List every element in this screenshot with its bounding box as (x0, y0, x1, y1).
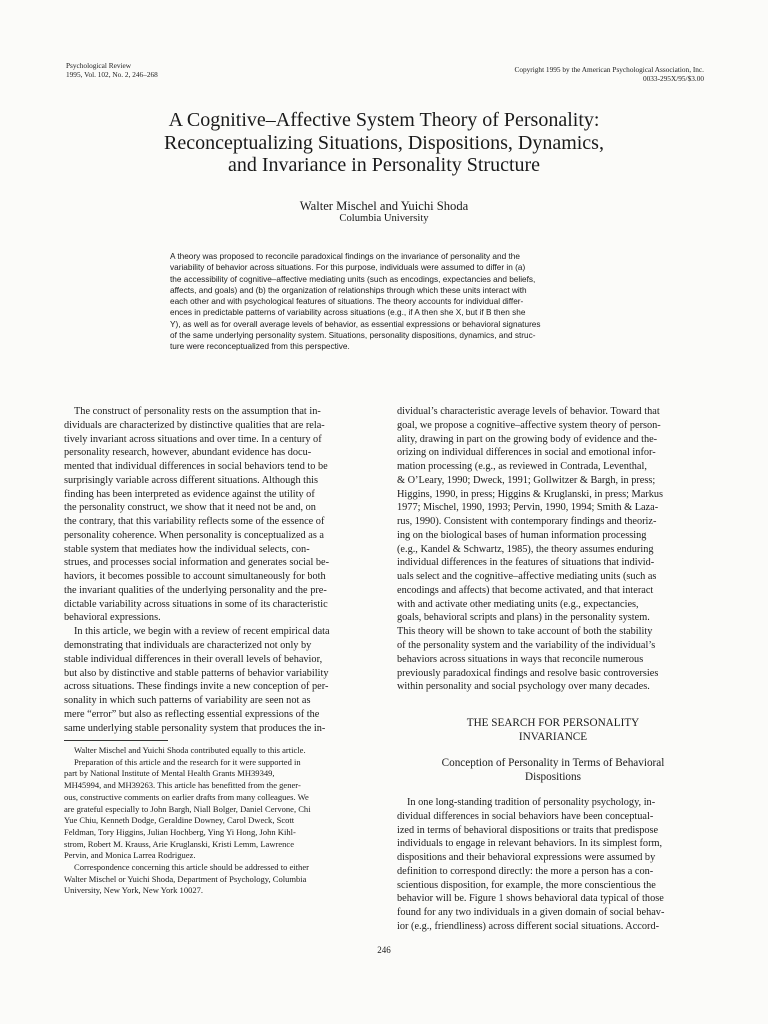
body-line: previously paradoxical findings and resolve basic controversies (397, 667, 659, 679)
title-line: Reconceptualizing Situations, Dispositions, Dynamics, (164, 131, 604, 154)
body-line: individuals to engage in relevant behaviors. In its simplest form, (397, 838, 663, 850)
body-line: behavioral expressions. (64, 612, 161, 624)
journal-citation (66, 62, 158, 79)
footnote-line: Feldman, Tory Higgins, Julian Hochberg, Ying Yi Hong, John Kihl- (64, 826, 296, 837)
body-line: demonstrating that individuals are characterized not only by (64, 640, 312, 652)
author-affiliation: Columbia University (339, 213, 429, 224)
footnote-line: ous, constructive comments on earlier drafts from many colleagues. We (64, 791, 309, 802)
body-line: dispositions and their behavioral expressions were assumed by (397, 852, 656, 864)
body-line: of the personality system and the variability of the individual’s (397, 640, 656, 652)
footnote-line: are grateful especially to John Bargh, Niall Bolger, Daniel Cervone, Chi (64, 803, 311, 814)
body-line: haviors, it becomes possible to account simultaneously for both (64, 571, 326, 583)
journal-volume: 1995, Vol. 102, No. 2, 246–268 (66, 69, 158, 79)
body-line: dividual differences in social behaviors have been conceptual- (397, 810, 654, 822)
body-line: rus, 1990). Consistent with contemporary findings and theoriz- (397, 516, 657, 528)
article-title (60, 109, 708, 177)
body-line: stable system that mediates how the individual selects, con- (64, 543, 310, 555)
body-line: mented that individual differences in social behaviors tend to be (64, 461, 328, 473)
body-line: orizing on individual differences in social and emotional infor- (397, 447, 656, 459)
body-line: same underlying stable personality system that produces the in- (64, 722, 326, 734)
footnote-line: MH45994, and MH39263. This article has benefitted from the gener- (64, 780, 301, 791)
body-line: tively invariant across situations and over time. In a century of (64, 433, 322, 445)
body-line: stable individual differences in their overall levels of behavior, (64, 653, 323, 665)
abstract-line: the accessibility of cognitive–affective mediating units (such as encodings, expectancies and beliefs, (170, 274, 536, 284)
body-line: but also by distinctive and stable patterns of behavior variability (64, 667, 329, 679)
issn-line: 0033-295X/95/$3.00 (642, 73, 704, 83)
body-line: ized in terms of behavioral dispositions or traits that predispose (397, 824, 659, 836)
body-line: ality, drawing in part on the growing body of evidence and the- (397, 433, 658, 445)
body-line: individual differences in the features of situations that individ- (397, 557, 655, 569)
body-line: definition to correspond directly: the more a person has a con- (397, 865, 654, 877)
abstract-line: ture were reconceptualized from this perspective. (170, 342, 350, 352)
body-line: across situations. These findings invite a new conception of per- (64, 681, 329, 693)
body-line: dictable variability across situations in some of its characteristic (64, 598, 328, 610)
abstract-line: A theory was proposed to reconcile paradoxical findings on the invariance of personality and the (170, 252, 520, 261)
body-line: mere “error” but also as reflecting essential expressions of the (64, 708, 320, 720)
body-line: In one long-standing tradition of personality psychology, in- (407, 797, 656, 808)
section-heading (397, 717, 709, 744)
body-line: The construct of personality rests on the assumption that in- (74, 406, 321, 417)
left-column-body (64, 405, 375, 735)
abstract-line: variability of behavior across situations. For this purpose, individuals were assumed to differ in (a) (170, 263, 526, 273)
right-column-body-continued (397, 796, 709, 934)
body-line: sonality in which such patterns of variability are seen not as (64, 695, 311, 707)
body-line: behavior will be. Figure 1 shows behavioral data typical of those (397, 893, 664, 905)
body-line: finding has been interpreted as evidence against the utility of (64, 488, 315, 500)
body-line: In this article, we begin with a review of recent empirical data (74, 626, 330, 638)
body-line: ing on the biological bases of human information processing (397, 529, 647, 541)
footnote-line: strom, Robert M. Krauss, Arie Kruglanski, Kristi Lemm, Lawrence (64, 838, 295, 849)
author-footnotes (64, 745, 375, 897)
abstract (170, 251, 598, 353)
copyright-notice (515, 66, 705, 83)
body-line: Higgins, 1990, in press; Higgins & Kruglanski, in press; Markus (397, 488, 663, 500)
body-line: found for any two individuals in a given domain of social behav- (397, 907, 665, 919)
abstract-line: ences in predictable patterns of variability across situations (e.g., if A then she X, but if B then she (170, 308, 526, 318)
section-heading-line: THE SEARCH FOR PERSONALITY (466, 717, 640, 729)
footnote-line: Pervin, and Monica Larrea Rodriguez. (64, 850, 196, 861)
footnote-line: part by National Institute of Mental Health Grants MH39349, (64, 768, 275, 779)
footnote-line: Walter Mischel and Yuichi Shoda contributed equally to this article. (74, 745, 306, 755)
body-line: ior (e.g., friendliness) across different social situations. Accord- (397, 920, 660, 932)
body-line: dividual’s characteristic average levels of behavior. Toward that (397, 406, 660, 417)
subsection-heading-line: Dispositions (525, 770, 581, 783)
body-line: goal, we propose a cognitive–affective system theory of person- (397, 419, 661, 431)
page-number: 246 (377, 945, 391, 955)
footnote-divider (64, 740, 168, 741)
title-line: and Invariance in Personality Structure (227, 154, 541, 177)
body-line: 1977; Mischel, 1990, 1993; Pervin, 1990, 1994; Smith & Laza- (397, 502, 659, 514)
section-heading-line: INVARIANCE (518, 730, 588, 743)
journal-name: Psychological Review (66, 61, 132, 70)
body-line: & O’Leary, 1990; Dweck, 1991; Gollwitzer & Bargh, in press; (397, 474, 656, 486)
body-line: behaviors across situations in ways that reconcile numerous (397, 653, 644, 665)
footnote-line: Correspondence concerning this article should be addressed to either (74, 862, 309, 873)
abstract-line: Y), as well as for overall average levels of behavior, as essential expressions or behavioral signatures (170, 319, 541, 329)
copyright-line: Copyright 1995 by the American Psychological Association, Inc. (514, 65, 704, 74)
author-names: Walter Mischel and Yuichi Shoda (299, 199, 469, 213)
body-line: personality coherence. When personality is conceptualized as a (64, 529, 324, 541)
body-line: mation processing (e.g., as reviewed in Contrada, Leventhal, (397, 461, 647, 473)
body-line: scientious disposition, for example, the more conscientious the (397, 879, 656, 891)
title-line: A Cognitive–Affective System Theory of Personality: (168, 109, 600, 131)
body-line: strues, and processes social information and generates social be- (64, 557, 330, 569)
abstract-line: affects, and goals) and (b) the organization of relationships through which these units interact with (170, 285, 527, 295)
body-line: encodings and affects) that become activated, and that interact (397, 584, 654, 596)
body-line: This theory will be shown to take account of both the stability (397, 626, 653, 638)
body-line: surprisingly variable across different situations. Although this (64, 474, 319, 486)
body-line: within personality and social psychology over many decades. (397, 681, 650, 693)
body-line: the personality construct, we show that it need not be and, on (64, 502, 316, 514)
subsection-heading (397, 757, 709, 784)
footnote-line: Yue Chiu, Kenneth Dodge, Geraldine Downey, Carol Dweck, Scott (64, 815, 295, 826)
footnote-line: University, New York, New York 10027. (64, 885, 204, 896)
body-line: uals select and the cognitive–affective mediating units (such as (397, 571, 657, 583)
body-line: (e.g., Kandel & Schwartz, 1985), the theory assumes enduring (397, 543, 654, 555)
abstract-line: each other and with psychological features of situations. The theory accounts for individual differ- (170, 297, 524, 307)
body-line: goals, behavioral scripts and plans) in the personality system. (397, 612, 650, 624)
abstract-line: of the same underlying personality system. Situations, personality dispositions, dynamics, and struc- (170, 331, 536, 341)
body-line: the invariant qualities of the underlying personality and the pre- (64, 584, 327, 596)
body-line: personality research, however, abundant evidence has docu- (64, 447, 312, 459)
footnote-line: Preparation of this article and the research for it were supported in (74, 756, 301, 767)
right-column-body (397, 405, 709, 694)
body-line: with and activate other mediating units (e.g., expectancies, (397, 598, 639, 610)
footnote-line: Walter Mischel or Yuichi Shoda, Department of Psychology, Columbia (64, 873, 307, 884)
body-line: dividuals are characterized by distinctive qualities that are rela- (64, 419, 325, 431)
body-line: the contrary, that this variability reflects some of the essence of (64, 516, 325, 528)
subsection-heading-line: Conception of Personality in Terms of Behavioral (441, 757, 665, 769)
